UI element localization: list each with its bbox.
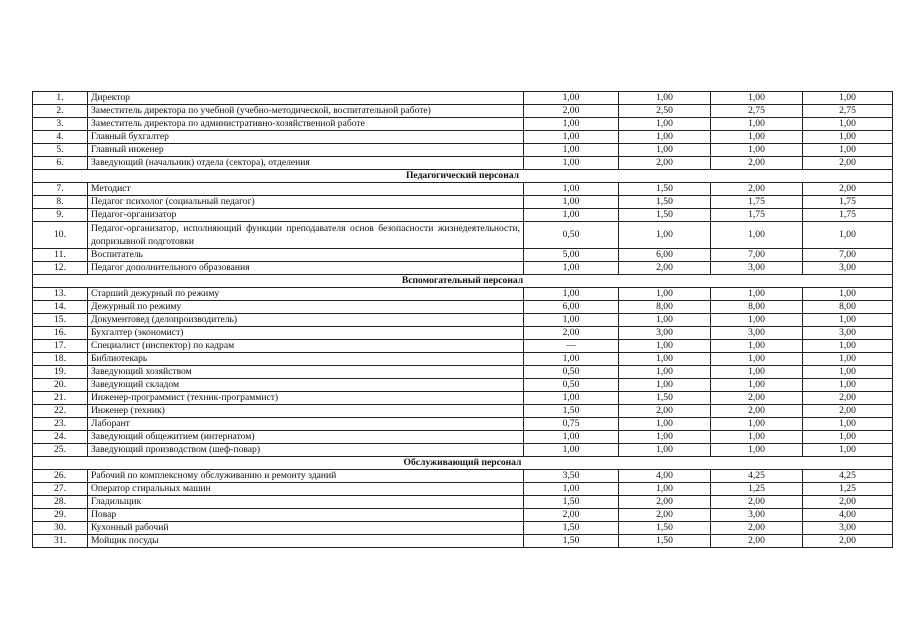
table-row [33,392,893,405]
row-number: 12. [33,262,88,275]
staff-value-cell: 0,50 [524,366,619,379]
position-name: Педагог психолог (социальный педагог) [88,196,524,209]
staff-value-cell: 1,00 [803,340,893,353]
table-row [33,470,893,483]
staff-value-cell: 2,00 [619,157,711,170]
table-row [33,288,893,301]
row-number: 31. [33,535,88,548]
table-row [33,535,893,548]
position-name: Заведующий общежитием (интернатом) [88,431,524,444]
staff-value-cell: 1,00 [803,431,893,444]
staff-value-cell: 1,00 [711,92,803,105]
staff-value-cell: 1,50 [619,535,711,548]
staff-value-cell: 1,00 [711,353,803,366]
table-row [33,353,893,366]
staff-value-cell: 1,00 [524,131,619,144]
position-name: Педагог-организатор [88,209,524,222]
position-name: Главный бухгалтер [88,131,524,144]
row-number: 14. [33,301,88,314]
staff-value-cell: 2,00 [619,262,711,275]
row-number: 21. [33,392,88,405]
staff-value-cell: 1,00 [619,131,711,144]
staff-value-cell: 1,00 [524,196,619,209]
staff-value-cell: 4,25 [711,470,803,483]
position-name: Кухонный рабочий [88,522,524,535]
staff-value-cell: 3,00 [619,327,711,340]
table-row [33,209,893,222]
row-number: 19. [33,366,88,379]
staff-value-cell: 1,75 [711,209,803,222]
staff-value-cell: 1,00 [619,288,711,301]
staff-value-cell: 1,00 [803,92,893,105]
row-number: 7. [33,183,88,196]
table-row [33,183,893,196]
staff-value-cell: 2,00 [803,496,893,509]
staff-value-cell: 7,00 [803,249,893,262]
row-number: 16. [33,327,88,340]
position-name: Оператор стиральных машин [88,483,524,496]
position-name: Заведующий (начальник) отдела (сектора), отделения [88,157,524,170]
staff-value-cell: 2,75 [803,105,893,118]
staff-value-cell: 1,75 [803,196,893,209]
staff-value-cell: 2,00 [711,157,803,170]
table-row [33,496,893,509]
position-name: Повар [88,509,524,522]
staff-value-cell: 1,00 [524,314,619,327]
section-title: Педагогический персонал [33,170,893,183]
staff-value-cell: 1,00 [711,222,803,249]
staff-value-cell: 1,00 [619,379,711,392]
staff-value-cell: 3,00 [803,327,893,340]
position-name: Специалист (инспектор) по кадрам [88,340,524,353]
staff-value-cell: 6,00 [524,301,619,314]
staff-value-cell: 2,00 [524,105,619,118]
position-name: Директор [88,92,524,105]
row-number: 4. [33,131,88,144]
staff-value-cell: 1,00 [803,222,893,249]
position-name: Гладильщик [88,496,524,509]
staff-value-cell: 8,00 [619,301,711,314]
section-title: Обслуживающий персонал [33,457,893,470]
staff-value-cell: 2,00 [803,392,893,405]
table-row [33,196,893,209]
staff-value-cell: 8,00 [803,301,893,314]
staff-value-cell: 1,75 [803,209,893,222]
staff-value-cell: 1,50 [524,535,619,548]
row-number: 2. [33,105,88,118]
staff-value-cell: 1,00 [711,340,803,353]
section-header-row [33,170,893,183]
table-row [33,157,893,170]
staff-value-cell: 1,75 [711,196,803,209]
staff-value-cell: 1,00 [711,288,803,301]
section-title: Вспомогательный персонал [33,275,893,288]
table-row [33,366,893,379]
position-name: Педагог дополнительного образования [88,262,524,275]
staff-value-cell: 2,00 [619,405,711,418]
table-row [33,340,893,353]
staff-value-cell: 1,00 [524,353,619,366]
position-name: Инженер-программист (техник-программист) [88,392,524,405]
staff-value-cell: 3,00 [711,509,803,522]
staff-value-cell: 3,00 [711,262,803,275]
staff-value-cell: 2,00 [711,535,803,548]
table-row [33,431,893,444]
row-number: 15. [33,314,88,327]
table-row [33,418,893,431]
staff-value-cell: — [524,340,619,353]
staff-value-cell: 5,00 [524,249,619,262]
table-row [33,509,893,522]
staff-value-cell: 1,50 [524,496,619,509]
position-name: Рабочий по комплексному обслуживанию и ремонту зданий [88,470,524,483]
staff-value-cell: 1,00 [619,431,711,444]
row-number: 22. [33,405,88,418]
row-number: 17. [33,340,88,353]
section-header-row [33,457,893,470]
row-number: 1. [33,92,88,105]
table-row [33,92,893,105]
staff-value-cell: 1,50 [619,183,711,196]
staff-value-cell: 1,00 [711,131,803,144]
staff-value-cell: 0,75 [524,418,619,431]
staff-value-cell: 1,00 [524,262,619,275]
staff-value-cell: 1,00 [619,418,711,431]
staff-value-cell: 7,00 [711,249,803,262]
table-row [33,249,893,262]
staff-value-cell: 6,00 [619,249,711,262]
staff-value-cell: 1,50 [619,522,711,535]
table-row [33,522,893,535]
staff-value-cell: 2,00 [803,183,893,196]
staff-value-cell: 1,00 [711,314,803,327]
staff-value-cell: 1,00 [619,144,711,157]
staff-value-cell: 1,00 [524,144,619,157]
position-name: Главный инженер [88,144,524,157]
staff-value-cell: 1,25 [711,483,803,496]
row-number: 29. [33,509,88,522]
table-row [33,105,893,118]
position-name: Лаборант [88,418,524,431]
position-name: Заведующий производством (шеф-повар) [88,444,524,457]
staff-value-cell: 1,00 [524,392,619,405]
staff-value-cell: 1,00 [803,131,893,144]
position-name: Бухгалтер (экономист) [88,327,524,340]
staffing-table [32,91,893,548]
table-row [33,379,893,392]
staff-value-cell: 1,00 [803,144,893,157]
position-name: Документовед (делопроизводитель) [88,314,524,327]
staff-value-cell: 1,00 [711,118,803,131]
staff-value-cell: 1,00 [619,222,711,249]
staff-value-cell: 1,00 [803,418,893,431]
row-number: 25. [33,444,88,457]
row-number: 11. [33,249,88,262]
position-name: Воспитатель [88,249,524,262]
row-number: 13. [33,288,88,301]
row-number: 5. [33,144,88,157]
staff-value-cell: 1,50 [524,522,619,535]
staff-value-cell: 2,75 [711,105,803,118]
staff-value-cell: 1,00 [619,483,711,496]
staff-value-cell: 1,00 [619,353,711,366]
staff-value-cell: 1,50 [619,209,711,222]
staff-value-cell: 1,00 [711,366,803,379]
section-header-row [33,275,893,288]
staff-value-cell: 3,00 [711,327,803,340]
staff-value-cell: 1,00 [803,366,893,379]
staff-value-cell: 0,50 [524,379,619,392]
staff-value-cell: 3,50 [524,470,619,483]
table-row [33,483,893,496]
table-row [33,262,893,275]
row-number: 6. [33,157,88,170]
row-number: 9. [33,209,88,222]
staff-value-cell: 2,00 [803,405,893,418]
staff-value-cell: 2,50 [619,105,711,118]
staff-value-cell: 1,00 [619,314,711,327]
staff-value-cell: 4,00 [803,509,893,522]
staff-value-cell: 1,00 [803,353,893,366]
staff-value-cell: 1,00 [803,379,893,392]
staff-value-cell: 0,50 [524,222,619,249]
row-number: 20. [33,379,88,392]
staff-value-cell: 3,00 [803,522,893,535]
staff-value-cell: 1,00 [524,483,619,496]
table-row [33,301,893,314]
position-name: Мойщик посуды [88,535,524,548]
staff-value-cell: 2,00 [711,183,803,196]
position-name: Заместитель директора по учебной (учебно-методической, воспитательной работе) [88,105,524,118]
staff-value-cell: 1,50 [524,405,619,418]
position-name: Библиотекарь [88,353,524,366]
table-row [33,131,893,144]
staff-value-cell: 2,00 [711,522,803,535]
row-number: 27. [33,483,88,496]
staff-value-cell: 1,00 [711,444,803,457]
table-row [33,327,893,340]
staff-value-cell: 8,00 [711,301,803,314]
staff-value-cell: 1,00 [524,92,619,105]
row-number: 23. [33,418,88,431]
staff-value-cell: 2,00 [524,327,619,340]
staff-value-cell: 2,00 [619,509,711,522]
table-row [33,405,893,418]
position-name: Инженер (техник) [88,405,524,418]
staff-value-cell: 1,00 [524,157,619,170]
position-name: Заведующий хозяйством [88,366,524,379]
row-number: 10. [33,222,88,249]
position-name: Педагог-организатор, исполняющий функции преподавателя основ безопасности жизнедеятельности, допризывной подготовки [88,222,524,249]
position-name: Старший дежурный по режиму [88,288,524,301]
staff-value-cell: 1,50 [619,392,711,405]
table-row [33,144,893,157]
staff-value-cell: 2,00 [619,496,711,509]
staff-value-cell: 4,00 [619,470,711,483]
staff-value-cell: 1,00 [619,340,711,353]
staff-value-cell: 1,00 [619,444,711,457]
row-number: 28. [33,496,88,509]
staff-value-cell: 1,00 [524,444,619,457]
staff-value-cell: 1,00 [711,379,803,392]
staff-value-cell: 1,50 [619,196,711,209]
staff-value-cell: 2,00 [711,392,803,405]
staff-value-cell: 1,00 [524,183,619,196]
staff-value-cell: 2,00 [803,535,893,548]
table-row [33,314,893,327]
staff-value-cell: 1,00 [619,118,711,131]
position-name: Методист [88,183,524,196]
table-row [33,444,893,457]
staff-value-cell: 1,00 [803,444,893,457]
staff-value-cell: 2,00 [803,157,893,170]
row-number: 3. [33,118,88,131]
staff-value-cell: 1,00 [619,366,711,379]
row-number: 8. [33,196,88,209]
position-name: Дежурный по режиму [88,301,524,314]
staff-value-cell: 4,25 [803,470,893,483]
position-name: Заведующий складом [88,379,524,392]
staff-value-cell: 1,00 [711,418,803,431]
staff-value-cell: 1,00 [619,92,711,105]
staff-value-cell: 2,00 [711,496,803,509]
staff-value-cell: 1,00 [524,118,619,131]
table-row [33,118,893,131]
staff-value-cell: 1,00 [803,314,893,327]
row-number: 30. [33,522,88,535]
staff-value-cell: 1,00 [524,209,619,222]
staff-value-cell: 1,00 [711,431,803,444]
staff-value-cell: 3,00 [803,262,893,275]
staff-value-cell: 1,00 [803,118,893,131]
staff-value-cell: 1,00 [524,431,619,444]
staff-value-cell: 1,25 [803,483,893,496]
staff-value-cell: 2,00 [711,405,803,418]
staff-value-cell: 1,00 [524,288,619,301]
table-row [33,222,893,249]
staff-value-cell: 2,00 [524,509,619,522]
staff-value-cell: 1,00 [803,288,893,301]
row-number: 26. [33,470,88,483]
row-number: 18. [33,353,88,366]
position-name: Заместитель директора по административно-хозяйственной работе [88,118,524,131]
row-number: 24. [33,431,88,444]
staff-value-cell: 1,00 [711,144,803,157]
